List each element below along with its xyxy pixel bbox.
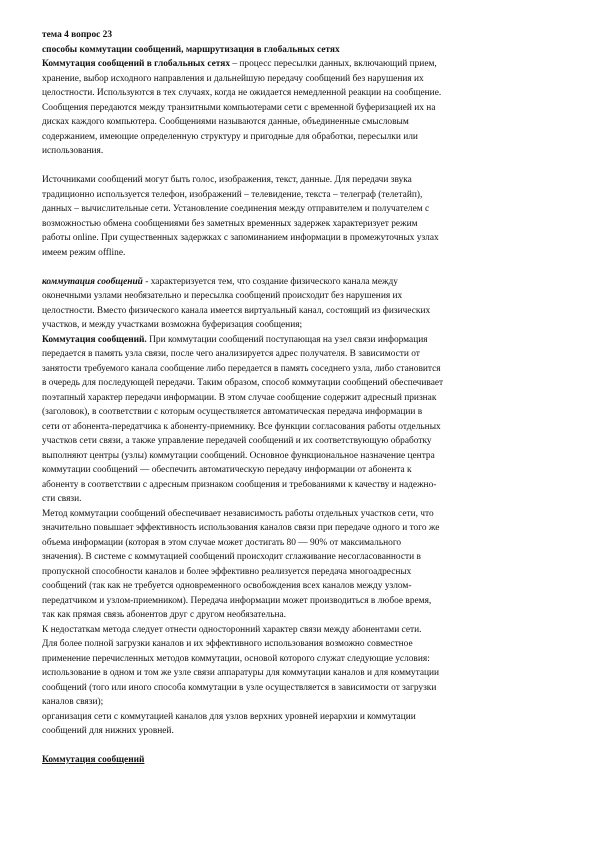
paragraph-4-lead-rest: При коммутации сообщений поступающая на узел связи информация — [146, 334, 428, 345]
paragraph-3-line: оконечными узлами необязательно и пересылка сообщений происходит без нарушения их — [42, 291, 403, 301]
paragraph-3-line: целостности. Вместо физического канала имеется виртуальный канал, состоящий из физических — [42, 305, 431, 316]
paragraph-4-line: в очередь для последующей передачи. Таким образом, способ коммутации сообщений обеспечивает — [42, 378, 444, 388]
topic-heading: тема 4 вопрос 23 — [42, 30, 113, 40]
paragraph-2-line: Источниками сообщений могут быть голос, изображения, текст, данные. Для передачи звука — [42, 175, 412, 185]
paragraph-1-line: хранение, выбор исходного направления и дальнейшую передачу сообщений без нарушения их — [42, 73, 424, 84]
paragraph-4-first-line — [42, 333, 552, 348]
document-title: способы коммутации сообщений, маршрутизация в глобальных сетях — [42, 44, 340, 55]
paragraph-4-line: передается в память узла связи, после чего анализируется адрес получателя. В зависимости от — [42, 349, 420, 359]
paragraph-2-line: возможностью обмена сообщениями без заметных временных задержек характеризует режим — [42, 218, 418, 229]
paragraph-1-lead: Коммутация сообщений в глобальных сетях — [42, 59, 231, 69]
paragraph-5-line: организация сети с коммутацией каналов для узлов верхних уровней иерархии и коммутации — [42, 711, 416, 722]
paragraph-4-line: абоненту в соответствии с адресным признаком сообщения и требованиями к качеству и надежно- — [42, 479, 437, 490]
paragraph-2-line: работы online. При существенных задержках с запоминанием информации в промежуточных узлах — [42, 233, 439, 243]
paragraph-1-line: содержанием, имеющие определенную структуру и пригодные для обработки, пересылки или — [42, 131, 418, 142]
paragraph-2-line: имеем режим offline. — [42, 247, 126, 258]
paragraph-1-line: целостности. Используются в тех случаях, когда не ожидается немедленной реакции на сообщение. — [42, 88, 442, 98]
paragraph-5-line: пропускной способности каналов и более эффективно реализуется передача многоадресных — [42, 566, 412, 577]
paragraph-4-lead: Коммутация сообщений. — [42, 334, 147, 345]
paragraph-5-line: сообщений (того или иного способа коммутации в узле осуществляется в зависимости от загрузки — [42, 682, 437, 693]
paragraph-4-line: сети от абонента-передатчика к абоненту-приемнику. Все функции согласования работы отдельных — [42, 421, 441, 432]
paragraph-1-line: дисках каждого компьютера. Сообщениями называются данные, объединенные смысловым — [42, 117, 409, 127]
paragraph-3-first-line — [42, 275, 552, 290]
paragraph-5-line: применение перечисленных методов коммутации, основой которого служат следующие условия: — [42, 653, 430, 664]
document-page — [42, 28, 552, 768]
paragraph-1-line: Сообщения передаются между транзитными компьютерами сети с временной буферизацией их на — [42, 102, 436, 113]
paragraph-4-line: коммутации сообщений — обеспечить автоматическую передачу информации от абонента к — [42, 465, 412, 475]
paragraph-4-line: выполняют центры (узлы) коммутации сообщений. Основное функциональное назначение центра — [42, 450, 435, 461]
paragraph-2-line: данных – вычислительные сети. Установление соединения между отправителем и получателем с — [42, 204, 430, 214]
paragraph-1-line: использования. — [42, 146, 104, 156]
paragraph-4-line: поэтапный характер передачи информации. В этом случае сообщение содержит адресный признак — [42, 392, 437, 403]
section-heading: Коммутация сообщений — [42, 755, 145, 765]
paragraph-5-line: использование в одном и том же узле связи аппаратуры для коммутации каналов и для коммутации — [42, 668, 440, 678]
paragraph-5-line: Для более полной загрузки каналов и их эффективного использования возможно совместное — [42, 639, 413, 649]
paragraph-1-first-line — [42, 57, 552, 72]
paragraph-5-line: К недостаткам метода следует отнести односторонний характер связи между абонентами сети. — [42, 624, 422, 635]
paragraph-5-line: значения). В системе с коммутацией сообщений происходит сглаживание несогласованности в — [42, 552, 421, 562]
paragraph-4-line: сти связи. — [42, 494, 82, 504]
paragraph-5-line: Метод коммутации сообщений обеспечивает независимость работы отдельных участков сети, что — [42, 508, 434, 519]
paragraph-5-line: сообщений (так как не требуется одновременного освобождения всех каналов между узлом- — [42, 581, 412, 591]
paragraph-5-line: каналов связи); — [42, 697, 104, 707]
paragraph-3-lead: коммутация сообщений — [42, 276, 143, 287]
paragraph-gap — [42, 739, 552, 754]
paragraph-4-line: занятости требуемого канала сообщение либо передается в память соседнего узла, либо становится — [42, 363, 441, 374]
paragraph-4-line: (заголовок), в соответствии с которым осуществляется автоматическая передача информации в — [42, 407, 423, 417]
paragraph-gap — [42, 260, 552, 275]
paragraph-5-line: значительно повышает эффективность использования каналов связи при передаче одного и того же — [42, 523, 440, 533]
paragraph-5-line: сообщений для нижних уровней. — [42, 726, 174, 736]
paragraph-4-line: участков сети связи, а также управление передачей сообщений и их соответствующую обработку — [42, 436, 432, 446]
paragraph-1-lead-rest: – процесс пересылки данных, включающий прием, — [230, 59, 437, 69]
paragraph-2-line: традиционно используется телефон, изображений – телевидение, текста – телеграф (телетайп), — [42, 189, 423, 200]
paragraph-gap — [42, 159, 552, 174]
paragraph-3-lead-rest: - характеризуется тем, что создание физического канала между — [142, 276, 398, 287]
paragraph-5-line: так как прямая связь абонентов друг с другом необязательна. — [42, 610, 286, 620]
paragraph-3-line: участков, и между участками возможна буферизация сообщения; — [42, 320, 303, 330]
paragraph-5-line: передатчиком и узлом-приемником). Передача информации может производиться в любое время, — [42, 595, 432, 606]
paragraph-5-line: объема информации (которая в этом случае может достигать 80 — 90% от максимального — [42, 537, 402, 548]
